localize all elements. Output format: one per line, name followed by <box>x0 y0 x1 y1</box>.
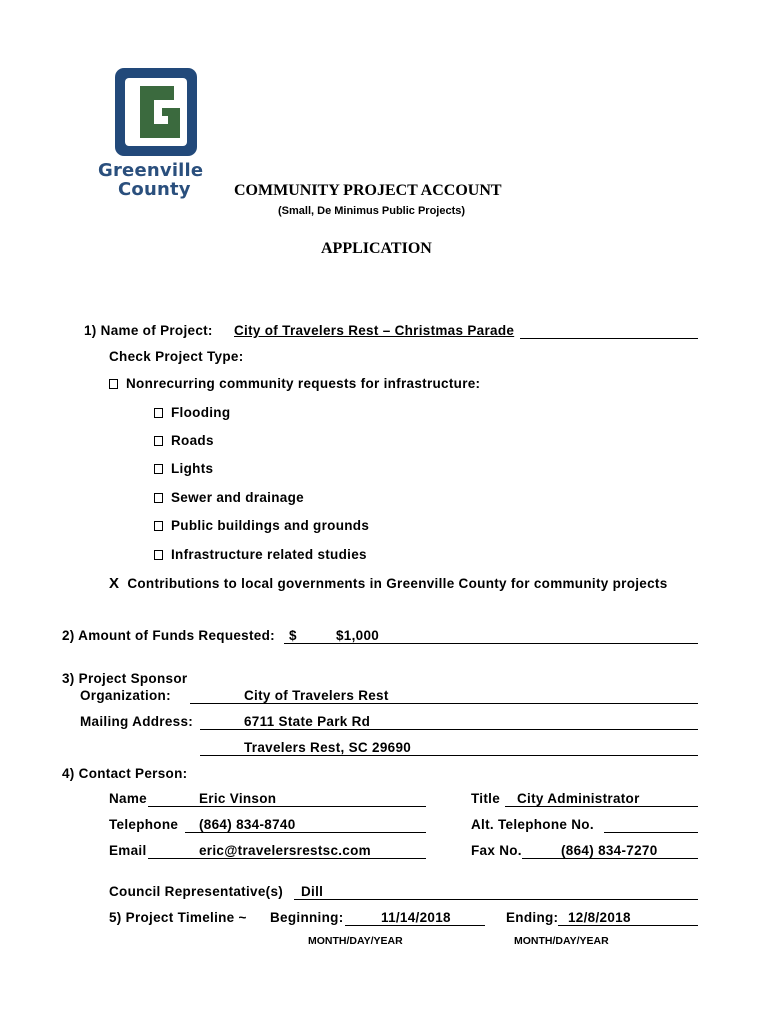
begin-value[interactable]: 11/14/2018 <box>381 910 451 925</box>
nonrecurring-option[interactable] <box>109 376 480 391</box>
email-line <box>148 858 426 859</box>
title-label: Title <box>471 791 501 806</box>
public-buildings-checkbox[interactable] <box>154 521 163 531</box>
document-subtitle: (Small, De Minimus Public Projects) <box>278 205 466 217</box>
mail-label: Mailing Address: <box>80 714 194 729</box>
council-line <box>294 899 698 900</box>
begin-line <box>345 925 485 926</box>
alt-tel-label: Alt. Telephone No. <box>471 817 594 832</box>
option-sewer[interactable] <box>154 490 304 505</box>
begin-format-label: MONTH/DAY/YEAR <box>308 935 403 947</box>
q4-label: 4) Contact Person: <box>62 766 188 781</box>
fax-label: Fax No. <box>471 843 522 858</box>
option-label: Flooding <box>171 405 231 420</box>
county-logo <box>96 64 222 204</box>
flooding-checkbox[interactable] <box>154 408 163 418</box>
mail-line1-line <box>200 729 698 730</box>
contributions-label: Contributions to local governments in Greenville County for community projects <box>127 576 668 591</box>
end-label: Ending: <box>506 910 559 925</box>
name-line <box>148 806 426 807</box>
name-value[interactable]: Eric Vinson <box>199 791 277 806</box>
project-name-line <box>520 338 698 339</box>
option-roads[interactable] <box>154 433 214 448</box>
nonrecurring-label: Nonrecurring community requests for infrastructure: <box>126 376 481 391</box>
email-value[interactable]: eric@travelersrestsc.com <box>199 843 371 858</box>
tel-label: Telephone <box>109 817 179 832</box>
option-label: Sewer and drainage <box>171 490 304 505</box>
logo-line2: County <box>118 179 191 200</box>
lights-checkbox[interactable] <box>154 464 163 474</box>
funds-line <box>284 643 698 644</box>
q2-label: 2) Amount of Funds Requested: <box>62 628 275 643</box>
check-type-label: Check Project Type: <box>109 349 244 364</box>
end-value[interactable]: 12/8/2018 <box>568 910 631 925</box>
option-label: Roads <box>171 433 214 448</box>
option-studies[interactable] <box>154 547 367 562</box>
org-value[interactable]: City of Travelers Rest <box>244 688 389 703</box>
option-label: Infrastructure related studies <box>171 547 367 562</box>
fax-value[interactable]: (864) 834-7270 <box>561 843 658 858</box>
org-line <box>190 703 698 704</box>
end-format-label: MONTH/DAY/YEAR <box>514 935 609 947</box>
q3-label: 3) Project Sponsor <box>62 671 188 686</box>
currency-symbol: $ <box>289 628 297 643</box>
council-value[interactable]: Dill <box>301 884 324 899</box>
option-label: Lights <box>171 461 214 476</box>
mail-line1-value[interactable]: 6711 State Park Rd <box>244 714 371 729</box>
begin-label: Beginning: <box>270 910 344 925</box>
project-name-value[interactable]: City of Travelers Rest – Christmas Parade <box>234 323 515 338</box>
fax-line <box>522 858 698 859</box>
option-label: Public buildings and grounds <box>171 518 370 533</box>
roads-checkbox[interactable] <box>154 436 163 446</box>
title-value[interactable]: City Administrator <box>517 791 640 806</box>
mail-line2-line <box>200 755 698 756</box>
title-line <box>505 806 698 807</box>
option-flooding[interactable] <box>154 405 230 420</box>
tel-line <box>185 832 426 833</box>
org-label: Organization: <box>80 688 171 703</box>
gc-logo-mark-icon <box>96 64 222 164</box>
option-public-buildings[interactable] <box>154 518 369 533</box>
studies-checkbox[interactable] <box>154 550 163 560</box>
q5-label: 5) Project Timeline ~ <box>109 910 247 925</box>
name-label: Name <box>109 791 147 806</box>
nonrecurring-checkbox[interactable] <box>109 379 118 389</box>
end-line <box>558 925 698 926</box>
contributions-check-mark[interactable]: X <box>109 575 120 592</box>
option-lights[interactable] <box>154 461 213 476</box>
funds-value[interactable]: $1,000 <box>336 628 380 643</box>
sewer-checkbox[interactable] <box>154 493 163 503</box>
document-title: COMMUNITY PROJECT ACCOUNT <box>234 182 502 199</box>
q1-label: 1) Name of Project: <box>84 323 213 338</box>
tel-value[interactable]: (864) 834-8740 <box>199 817 296 832</box>
logo-line1: Greenville <box>98 160 204 181</box>
email-label: Email <box>109 843 147 858</box>
contributions-option[interactable] <box>109 575 668 592</box>
council-label: Council Representative(s) <box>109 884 284 899</box>
application-heading: APPLICATION <box>321 240 432 257</box>
mail-line2-value[interactable]: Travelers Rest, SC 29690 <box>244 740 412 755</box>
alt-tel-line[interactable] <box>604 832 698 833</box>
